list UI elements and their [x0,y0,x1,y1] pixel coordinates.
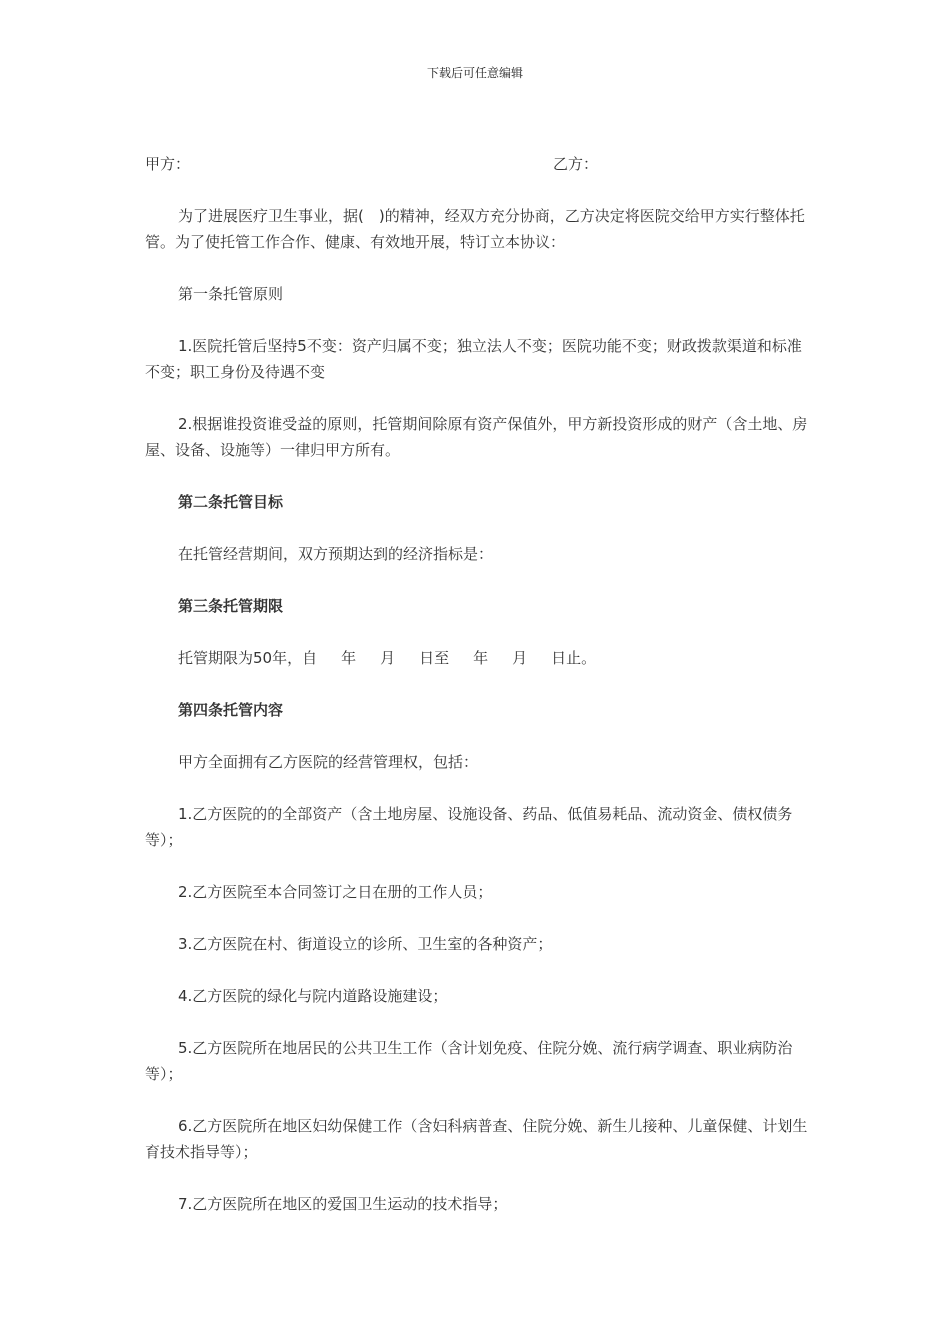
article-4-item-1: 1.乙方医院的的全部资产（含土地房屋、设施设备、药品、低值易耗品、流动资金、债权债务等）； [145,805,793,849]
article-1-item-1: 1.医院托管后坚持5不变：资产归属不变；独立法人不变；医院功能不变；财政拨款渠道和标准不变；职工身份及待遇不变 [145,337,802,381]
article-4-title: 第四条托管内容 [178,701,284,719]
article-2-text: 在托管经营期间，双方预期达到的经济指标是： [178,545,494,563]
article-4-item-6: 6.乙方医院所在地区妇幼保健工作（含妇科病普查、住院分娩、新生儿接种、儿童保健、计划生育技术指导等）； [145,1117,808,1161]
article-4-item-5: 5.乙方医院所在地居民的公共卫生工作（含计划免疫、住院分娩、流行病学调查、职业病防治等）； [145,1039,793,1083]
article-4-item-7: 7.乙方医院所在地区的爱国卫生运动的技术指导； [178,1195,508,1213]
party-b-label: 乙方： [553,155,599,173]
term-day-1-to: 日至 [419,649,450,667]
article-4-text: 甲方全面拥有乙方医院的经营管理权，包括： [178,753,479,771]
term-year-2: 年 [473,649,489,667]
article-4-item-4: 4.乙方医院的绿化与院内道路设施建设； [178,987,448,1005]
term-month-1: 月 [380,649,396,667]
party-a-label: 甲方： [145,155,191,173]
term-month-2: 月 [512,649,528,667]
term-end: 日止。 [551,649,597,667]
article-3-text [145,645,810,671]
page-header-note: 下载后可任意编辑 [426,66,523,80]
article-4-item-2: 2.乙方医院至本合同签订之日在册的工作人员； [178,883,493,901]
article-3-title: 第三条托管期限 [178,597,284,615]
article-1-title: 第一条托管原则 [178,285,284,303]
term-prefix: 托管期限为50年，自 [178,649,318,667]
article-4-item-3: 3.乙方医院在村、街道设立的诊所、卫生室的各种资产； [178,935,553,953]
term-year-1: 年 [341,649,357,667]
parties-line [145,151,810,177]
document-body [145,151,810,1243]
intro-paragraph: 为了进展医疗卫生事业，据( )的精神，经双方充分协商，乙方决定将医院交给甲方实行整体托管。为了使托管工作合作、健康、有效地开展，特订立本协议： [145,207,805,251]
article-1-item-2: 2.根据谁投资谁受益的原则，托管期间除原有资产保值外，甲方新投资形成的财产（含土地、房屋、设备、设施等）一律归甲方所有。 [145,415,808,459]
article-2-title: 第二条托管目标 [178,493,284,511]
